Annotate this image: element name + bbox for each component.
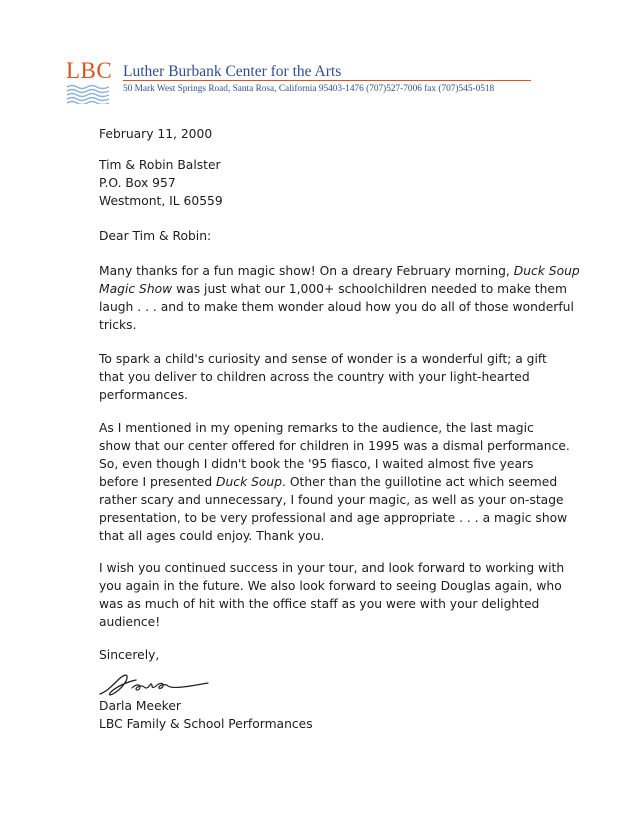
- recipient-name: Tim & Robin Balster: [99, 158, 221, 172]
- letterhead-rule: [123, 80, 531, 81]
- letterhead-address: 50 Mark West Springs Road, Santa Rosa, California 95403-1476 (707)527-7006 fax (707)545-0518: [123, 84, 495, 94]
- paragraph-line: Many thanks for a fun magic show! On a dreary February morning, Duck Soup: [99, 264, 580, 278]
- closing: Sincerely,: [99, 648, 160, 662]
- paragraph-line: show that our center offered for children in 1995 was a dismal performance.: [99, 439, 570, 453]
- paragraph-line: before I presented Duck Soup. Other than the guillotine act which seemed: [99, 475, 558, 489]
- paragraph-line: laugh . . . and to make them wonder aloud how you do all of those wonderful: [99, 300, 574, 314]
- paragraph-line: So, even though I didn't book the '95 fiasco, I waited almost five years: [99, 457, 534, 471]
- paragraph-line: presentation, to be very professional and age appropriate . . . a magic show: [99, 511, 568, 525]
- show-title: Duck Soup: [216, 475, 283, 489]
- signer-name: Darla Meeker: [99, 699, 181, 713]
- lbc-logo: LBC: [66, 58, 113, 83]
- paragraph-line: I wish you continued success in your tour, and look forward to working with: [99, 561, 565, 575]
- paragraph-line: performances.: [99, 388, 189, 402]
- recipient-street: P.O. Box 957: [99, 176, 176, 190]
- paragraph-line: tricks.: [99, 318, 137, 332]
- waves-logo-icon: [66, 84, 110, 104]
- paragraph-3: [99, 419, 570, 545]
- letter-date: February 11, 2000: [99, 127, 213, 141]
- recipient-city: Westmont, IL 60559: [99, 194, 223, 208]
- paragraph-2: [99, 350, 559, 404]
- paragraph-line: rather scary and unnecessary, I found your magic, as well as your on-stage: [99, 493, 564, 507]
- paragraph-4: [99, 559, 565, 631]
- paragraph-line: you again in the future. We also look forward to seeing Douglas again, who: [99, 579, 562, 593]
- salutation: Dear Tim & Robin:: [99, 229, 212, 243]
- paragraph-line: Magic Show was just what our 1,000+ schoolchildren needed to make them: [99, 282, 567, 296]
- paragraph-line: audience!: [99, 615, 161, 629]
- show-title: Duck Soup: [513, 264, 580, 278]
- paragraph-line: As I mentioned in my opening remarks to the audience, the last magic: [99, 421, 534, 435]
- signer-title: LBC Family & School Performances: [99, 717, 313, 731]
- paragraph-line: To spark a child's curiosity and sense of wonder is a wonderful gift; a gift: [99, 352, 547, 366]
- paragraph-line: that all ages could enjoy. Thank you.: [99, 529, 325, 543]
- paragraph-1: [99, 262, 580, 334]
- show-title: Magic Show: [99, 282, 173, 296]
- paragraph-line: was as much of hit with the office staff as you were with your delighted: [99, 597, 540, 611]
- organization-name: Luther Burbank Center for the Arts: [123, 63, 342, 80]
- paragraph-line: that you deliver to children across the country with your light-hearted: [99, 370, 530, 384]
